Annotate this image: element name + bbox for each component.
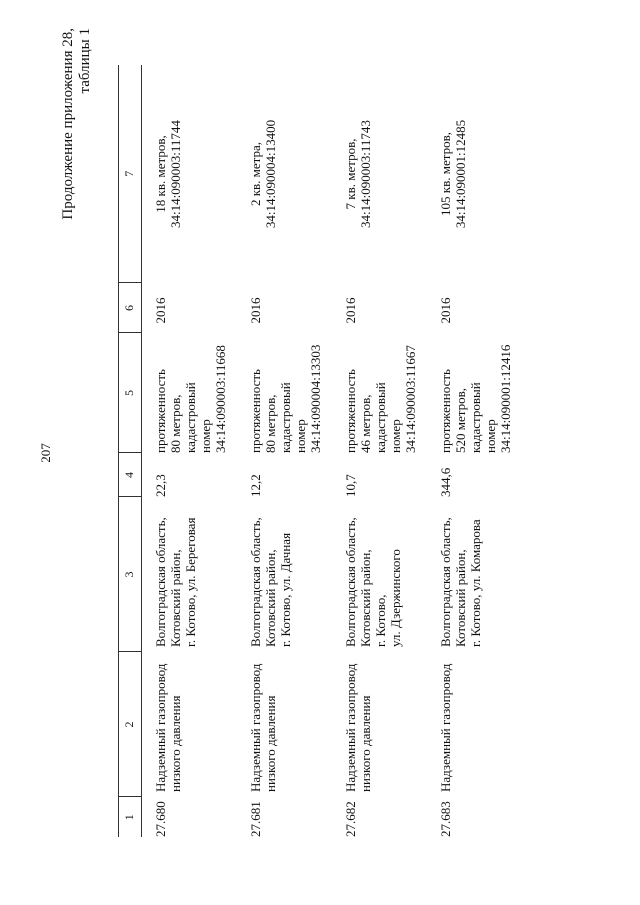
object-characteristics: протяженность 80 метров, кадастровый номер 34:14:090004:13303 [248,344,323,453]
appendix-header-line1: Продолжение приложения 28, [60,28,76,220]
land-area-cadastral: 18 кв. метров, 34:14:090003:11744 [153,120,183,228]
land-area-cadastral: 7 кв. метров, 34:14:090003:11743 [343,120,373,228]
row-number: 27.681 [248,801,263,837]
column-header: 5 [119,333,142,453]
object-name: Надземный газопровод низкого давления [343,663,373,792]
object-length-value: 22,3 [153,474,168,497]
table-row [142,65,238,837]
object-name: Надземный газопровод низкого давления [153,663,183,792]
column-header: 1 [119,797,142,837]
object-address: Волгоградская область, Котовский район, г. Котово, ул. Дачная [248,517,293,647]
object-address: Волгоградская область, Котовский район, г. Котово, ул. Комарова [438,517,483,647]
column-header: 7 [119,65,142,283]
land-area-cadastral: 2 кв. метра, 34:14:090004:13400 [248,119,278,229]
row-number: 27.683 [438,801,453,837]
table-row [237,65,332,837]
row-number: 27.680 [153,801,168,837]
land-area-cadastral: 105 кв. метров, 34:14:090001:12485 [438,119,468,229]
column-header: 2 [119,652,142,797]
object-year: 2016 [153,297,168,324]
appendix-header [60,28,94,220]
object-year: 2016 [438,297,453,324]
objects-table [118,65,522,837]
row-number: 27.682 [343,801,358,837]
page-number: 207 [38,443,53,463]
table-header-row [119,65,142,837]
table-row [427,65,522,837]
column-header: 6 [119,283,142,333]
column-header: 4 [119,453,142,497]
object-address: Волгоградская область, Котовский район, г. Котово, ул. Дзержинского [343,517,403,647]
object-name: Надземный газопровод [438,663,453,792]
column-header: 3 [119,497,142,652]
object-name: Надземный газопровод низкого давления [248,663,278,792]
object-year: 2016 [343,297,358,324]
object-length-value: 344,6 [438,467,453,497]
object-address: Волгоградская область, Котовский район, г. Котово, ул. Береговая [153,517,198,647]
object-characteristics: протяженность 520 метров, кадастровый номер 34:14:090001:12416 [438,344,513,453]
object-length-value: 10,7 [343,474,358,497]
object-characteristics: протяженность 46 метров, кадастровый номер 34:14:090003:11667 [343,345,418,453]
object-year: 2016 [248,297,263,324]
object-length-value: 12,2 [248,474,263,497]
table-row [332,65,427,837]
appendix-header-line2: таблицы 1 [77,28,93,94]
object-characteristics: протяженность 80 метров, кадастровый номер 34:14:090003:11668 [153,345,228,453]
